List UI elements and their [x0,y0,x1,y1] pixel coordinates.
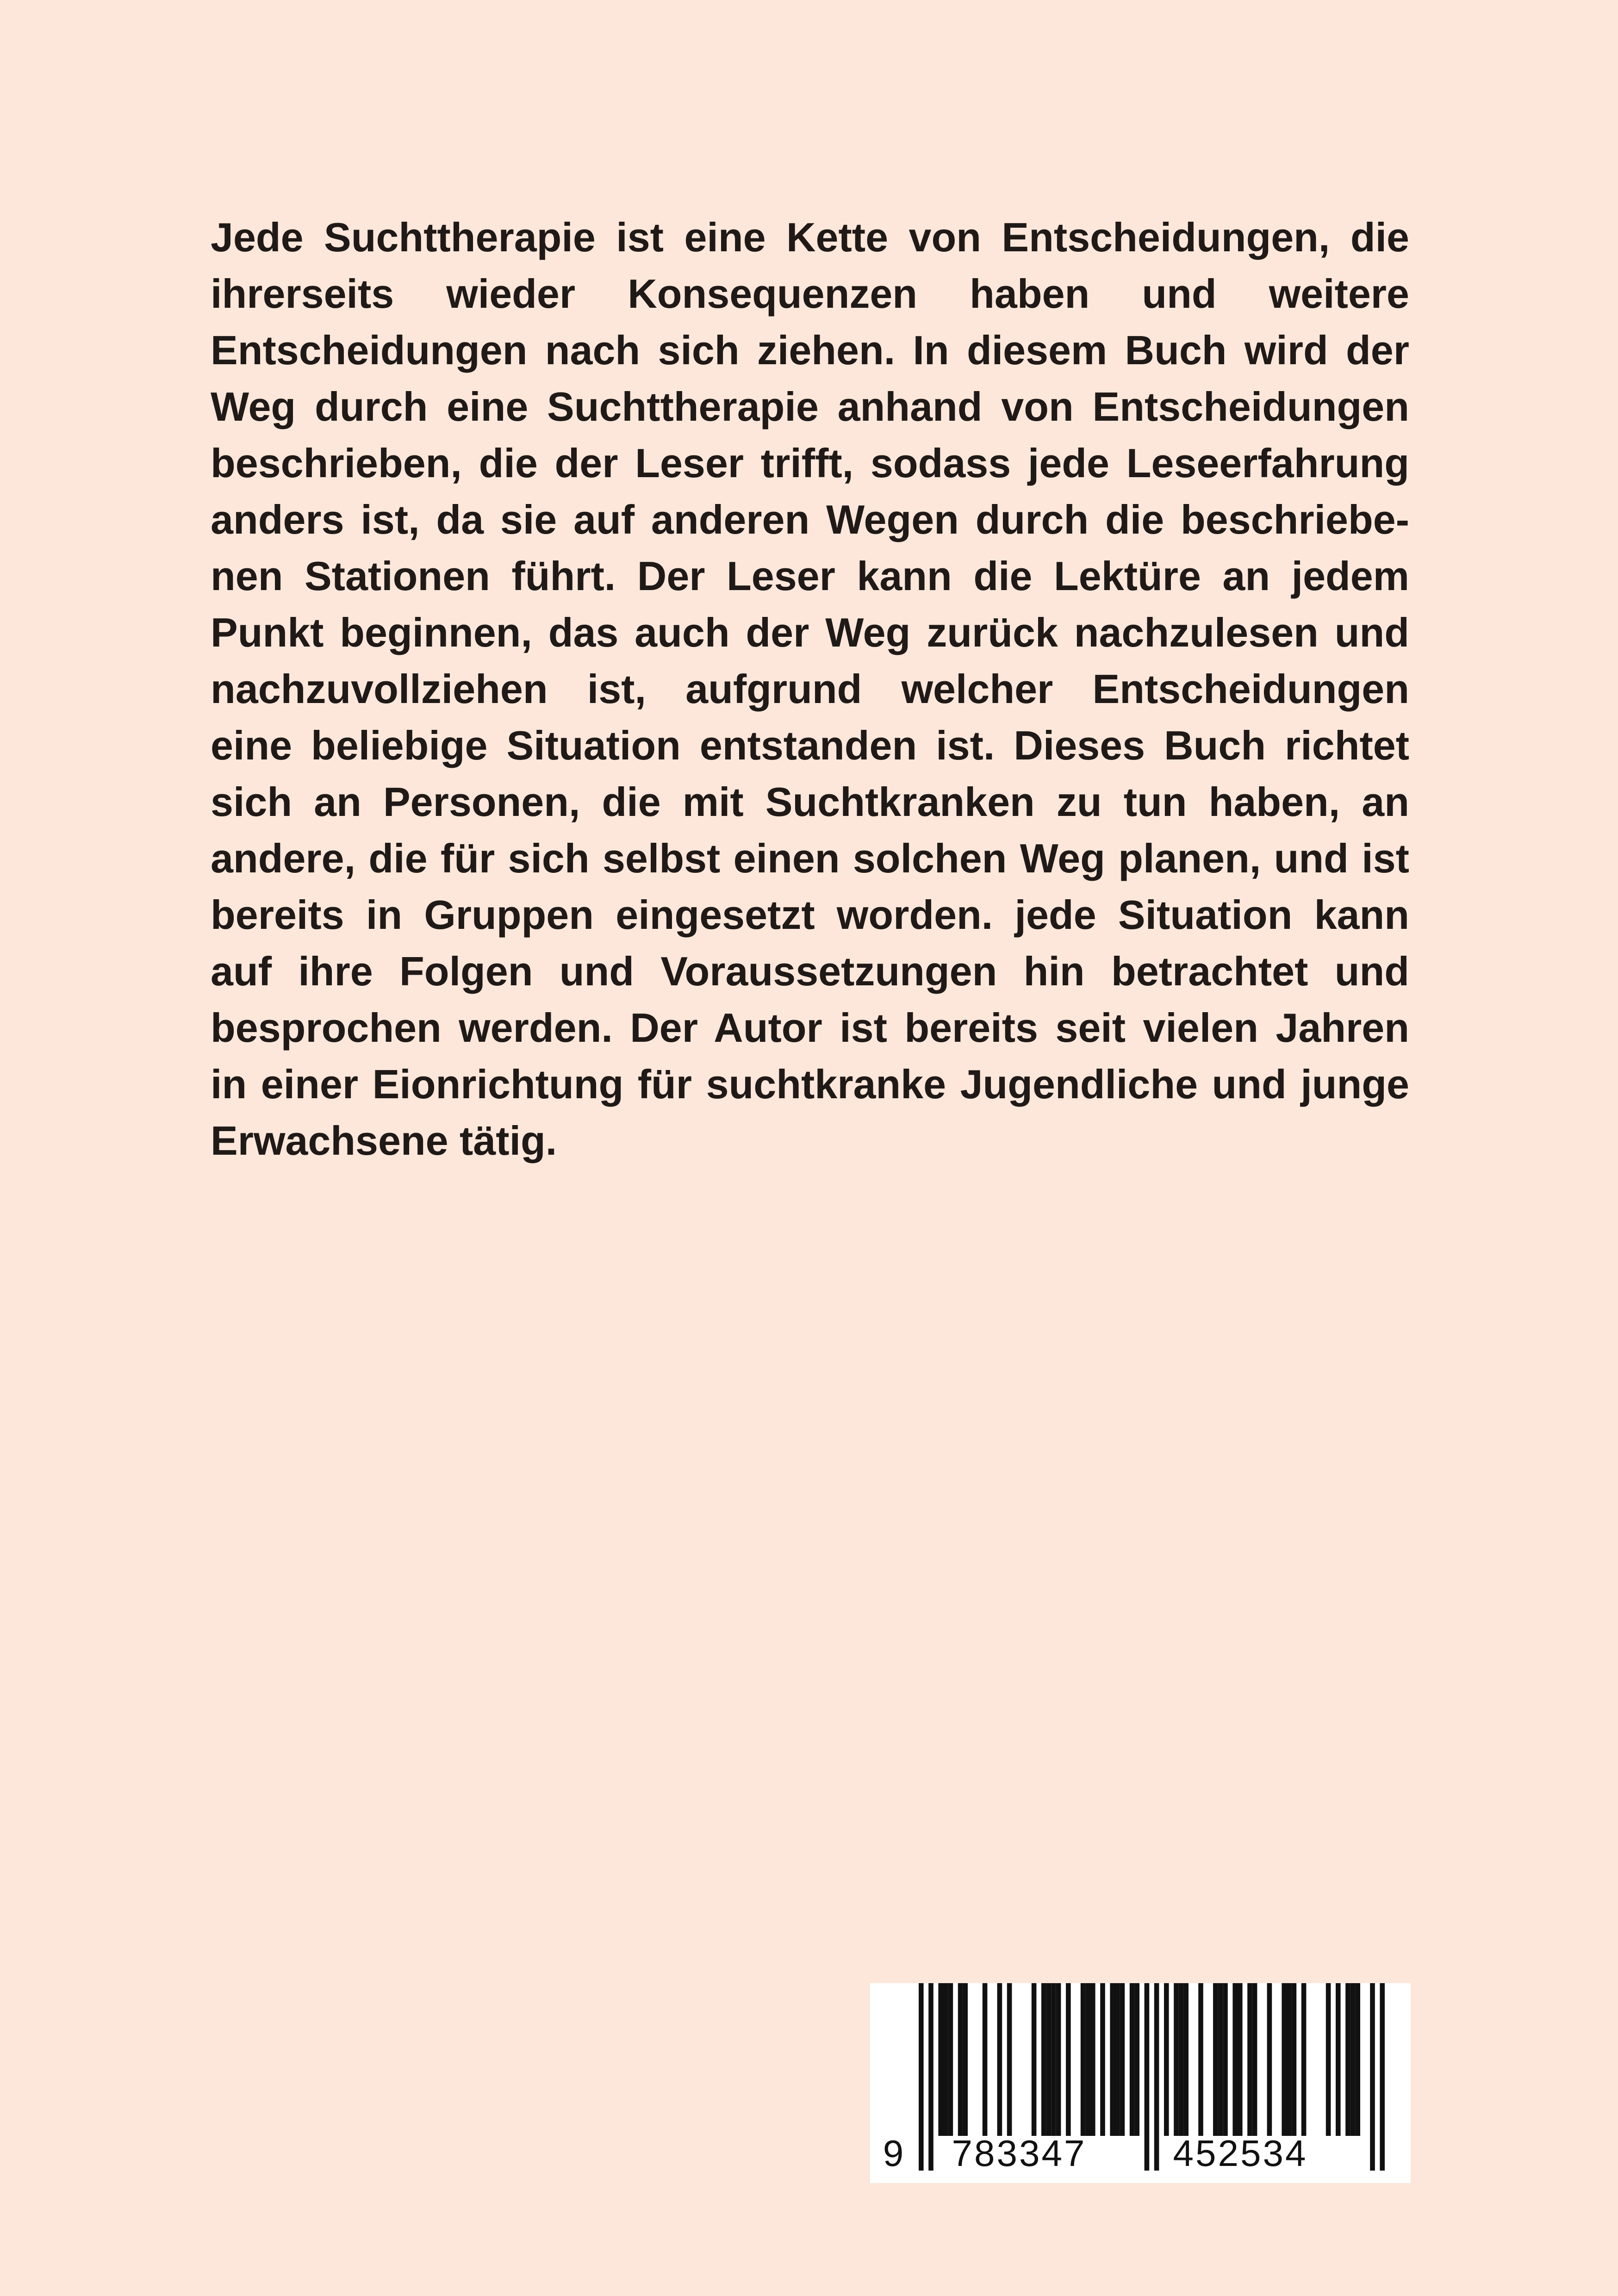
barcode-bar [928,1983,933,2171]
barcode-bar [1115,1983,1120,2136]
barcode-bar [1223,1983,1228,2136]
barcode-bar [1238,1983,1243,2136]
barcode-bar [997,1983,1002,2136]
barcode-bar [919,1983,924,2171]
blurb-line: anders ist, da sie auf anderen Wegen durch die beschriebe- [211,497,1409,542]
back-cover-blurb [211,209,1409,1169]
blurb-line: Entscheidungen nach sich ziehen. In diesem Buch wird der [211,327,1409,373]
blurb-line: eine beliebige Situation entstanden ist. Dieses Buch richtet [211,722,1409,768]
barcode-bar [1345,1983,1350,2136]
barcode-bar [938,1983,943,2136]
barcode-right-digits: 452534 [1173,2133,1308,2174]
blurb-line: in einer Eionrichtung für suchtkranke Jugendliche und junge [211,1061,1409,1107]
blurb-line: beschrieben, die der Leser trifft, sodass jede Leseerfahrung [211,440,1409,486]
barcode-bar [948,1983,953,2136]
barcode-bar [1085,1983,1090,2136]
barcode-left-digits: 783347 [952,2133,1087,2174]
barcode-bar [963,1983,968,2136]
blurb-line: bereits in Gruppen eingesetzt worden. jede Situation kann [211,892,1409,938]
barcode-bar [1183,1983,1189,2136]
blurb-line: andere, die für sich selbst einen solchen Weg planen, und ist [211,835,1409,881]
barcode-bar [1051,1983,1056,2136]
barcode-bar [1046,1983,1052,2136]
blurb-line: Jede Suchttherapie ist eine Kette von Entscheidungen, die [211,214,1409,260]
blurb-line: auf ihre Folgen und Voraussetzungen hin betrachtet und [211,948,1409,994]
barcode-bar [1336,1983,1341,2136]
barcode-bar [1164,1983,1169,2136]
barcode-bar [1056,1983,1061,2136]
barcode-bar [1032,1983,1037,2136]
blurb-line: Weg durch eine Suchttherapie anhand von Entscheidungen [211,384,1409,429]
barcode-bar [1370,1983,1375,2171]
barcode-bar [1198,1983,1203,2136]
barcode-bar [1232,1983,1238,2136]
barcode-bar [1174,1983,1179,2136]
barcode-bar [1090,1983,1095,2136]
blurb-line: nen Stationen führt. Der Leser kann die Lektüre an jedem [211,553,1409,599]
blurb-line: ihrerseits wieder Konsequenzen haben und weitere [211,271,1409,317]
barcode-bar [1380,1983,1385,2171]
barcode-bar [1041,1983,1046,2136]
barcode-bar [1213,1983,1218,2136]
barcode-bar [1247,1983,1252,2136]
barcode-bar [1130,1983,1135,2136]
barcode-bar [1301,1983,1307,2136]
blurb-line: sich an Personen, die mit Suchtkranken zu tun haben, an [211,779,1409,825]
blurb-line: nachzuvollziehen ist, aufgrund welcher Entscheidungen [211,666,1409,712]
barcode-bar [1326,1983,1331,2136]
barcode-bar [1252,1983,1257,2136]
barcode-bar [1007,1983,1012,2136]
barcode-bar [1287,1983,1292,2136]
isbn-barcode [870,1983,1411,2183]
barcode-bar [943,1983,948,2136]
barcode-bar [1110,1983,1115,2136]
barcode-bar [983,1983,988,2136]
barcode-bar [1179,1983,1184,2136]
blurb-line: Punkt beginnen, das auch der Weg zurück nachzulesen und [211,610,1409,655]
barcode-first-digit: 9 [883,2133,904,2174]
blurb-line: Erwachsene tätig. [211,1118,557,1164]
barcode-bar [1120,1983,1125,2136]
blurb-line: besprochen werden. Der Autor ist bereits seit vielen Jahren [211,1005,1409,1051]
barcode-bar [1145,1983,1150,2171]
barcode-bar [1100,1983,1105,2136]
barcode-bar [1350,1983,1356,2136]
barcode-bar [1066,1983,1071,2136]
barcode-graphic [870,1983,1411,2183]
barcode-bar [1154,1983,1159,2171]
barcode-bar [1081,1983,1086,2136]
barcode-bar [1292,1983,1297,2136]
barcode-bar [1218,1983,1223,2136]
barcode-bar [1282,1983,1287,2136]
barcode-bar [1134,1983,1139,2136]
barcode-bar [958,1983,963,2136]
barcode-bar [1355,1983,1360,2136]
barcode-bar [1267,1983,1272,2136]
